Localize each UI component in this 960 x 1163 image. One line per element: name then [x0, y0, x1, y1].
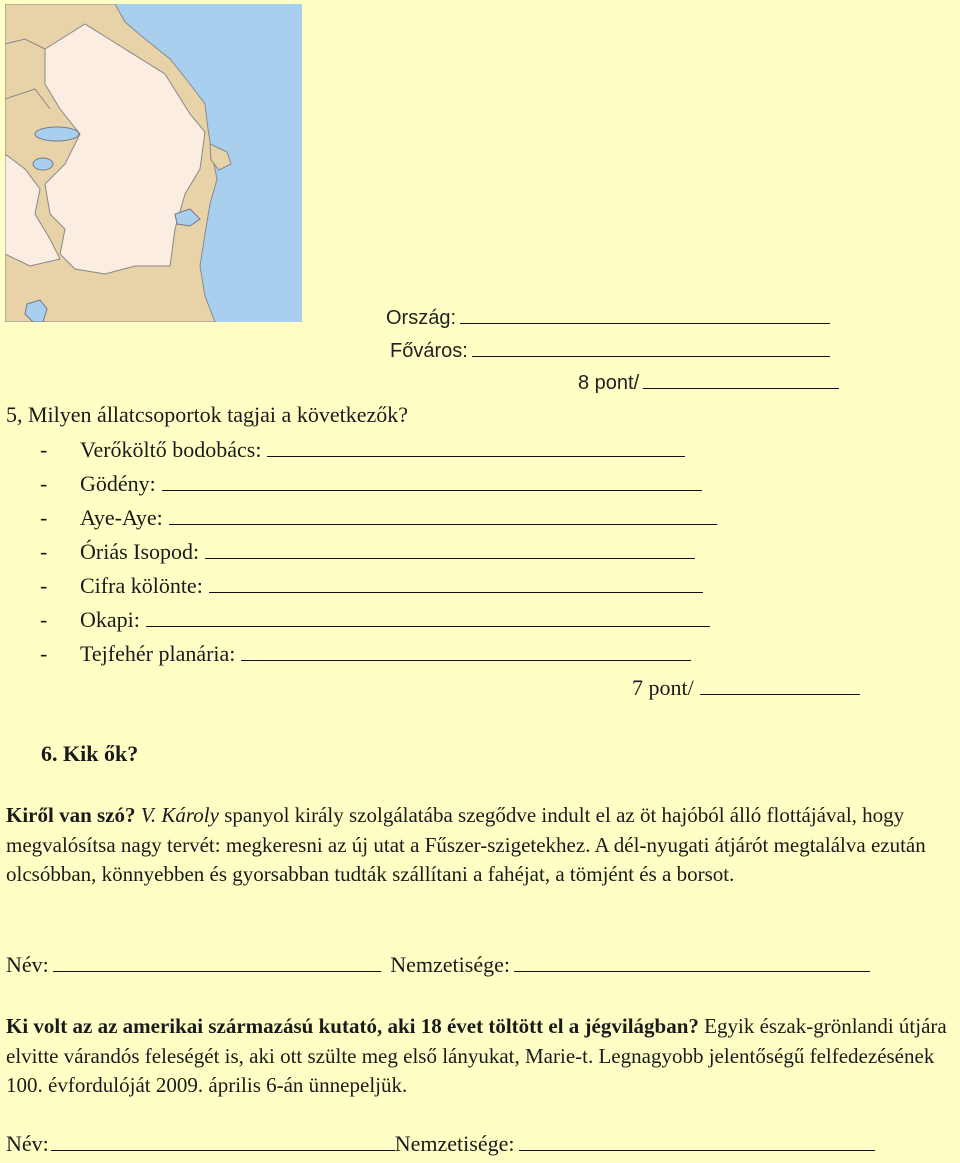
- q6-heading: 6. Kik ők?: [41, 741, 139, 766]
- q5-item-label: Okapi:: [80, 607, 140, 632]
- q6-paragraph-2: [6, 1012, 956, 1101]
- nationality-label: Nemzetisége:: [394, 1131, 515, 1156]
- q6-p1-rest: spanyol király szolgálatába szegődve indult el az öt hajóból álló flottájával, hogy megvalósítsa nagy tervét: megkeresni az új utat a Fűszer-szigetekhez. A dél-nyugati átjárót megtalálva ezután olcsóbban, könnyebben és gyorsabban tudták szállítani a fahéjat, a tömjént és a borsot.: [6, 803, 926, 886]
- nationality-answer-line[interactable]: [514, 953, 870, 972]
- country-row: [386, 305, 830, 330]
- name-answer-line[interactable]: [51, 1132, 395, 1151]
- nationality-answer-line[interactable]: [519, 1132, 875, 1151]
- map-image: [5, 4, 302, 322]
- capital-answer-line[interactable]: [472, 338, 830, 357]
- q5-item: - Gödény:: [40, 471, 702, 497]
- q6-p1-italic: V. Károly: [140, 803, 219, 827]
- capital-label: Főváros:: [390, 340, 468, 362]
- q5-answer-line[interactable]: [162, 472, 702, 491]
- q6-answer-row-1: [6, 952, 870, 978]
- q5-item-label: Cifra kölönte:: [80, 573, 203, 598]
- q5-answer-line[interactable]: [209, 574, 703, 593]
- q5-item-label: Verőköltő bodobács:: [80, 437, 262, 462]
- q5-answer-line[interactable]: [146, 608, 710, 627]
- q5-answer-line[interactable]: [205, 540, 695, 559]
- country-label: Ország:: [386, 307, 457, 329]
- name-label: Név:: [6, 952, 49, 977]
- points-label-7: 7 pont/: [632, 675, 694, 700]
- name-answer-line[interactable]: [53, 953, 381, 972]
- q5-answer-line[interactable]: [169, 506, 717, 525]
- q6-paragraph-1: [6, 801, 956, 890]
- q5-answer-line[interactable]: [267, 438, 685, 457]
- q5-item: - Aye-Aye:: [40, 505, 717, 531]
- q6-p2-rest: Egyik észak-grönlandi útjára elvitte várandós feleségét is, aki ott szülte meg első lányukat, Marie-t. Legnagyobb jelentőségű felfedezésének 100. évfordulóját 2009. április 6-án ünnepeljük.: [6, 1014, 947, 1097]
- points-label-8: 8 pont/: [578, 372, 640, 394]
- q5-item-label: Aye-Aye:: [80, 505, 163, 530]
- points-row-8: [578, 370, 839, 395]
- points-answer-line-7[interactable]: [700, 676, 860, 695]
- q5-answer-line[interactable]: [241, 642, 691, 661]
- nationality-label: Nemzetisége:: [390, 952, 510, 977]
- points-answer-line-8[interactable]: [643, 370, 839, 389]
- q5-item-label: Óriás Isopod:: [80, 539, 200, 564]
- q5-item: - Cifra kölönte:: [40, 573, 703, 599]
- q5-question: 5, Milyen állatcsoportok tagjai a következők?: [6, 402, 408, 427]
- map-icon: [5, 4, 302, 322]
- q5-item: - Verőköltő bodobács:: [40, 437, 685, 463]
- q5-item: - Tejfehér planária:: [40, 641, 691, 667]
- q5-item-label: Gödény:: [80, 471, 156, 496]
- points-row-7: [632, 675, 860, 701]
- capital-row: [390, 338, 830, 363]
- q5-item-label: Tejfehér planária:: [80, 641, 236, 666]
- q5-item: - Óriás Isopod:: [40, 539, 695, 565]
- name-label: Név:: [6, 1131, 49, 1156]
- country-answer-line[interactable]: [460, 305, 830, 324]
- q6-p2-bold: Ki volt az az amerikai származású kutató, aki 18 évet töltött el a jégvilágban?: [6, 1014, 699, 1038]
- q6-p1-lead: Kiről van szó?: [6, 803, 141, 827]
- q6-answer-row-2: [6, 1131, 875, 1157]
- q5-item: - Okapi:: [40, 607, 710, 633]
